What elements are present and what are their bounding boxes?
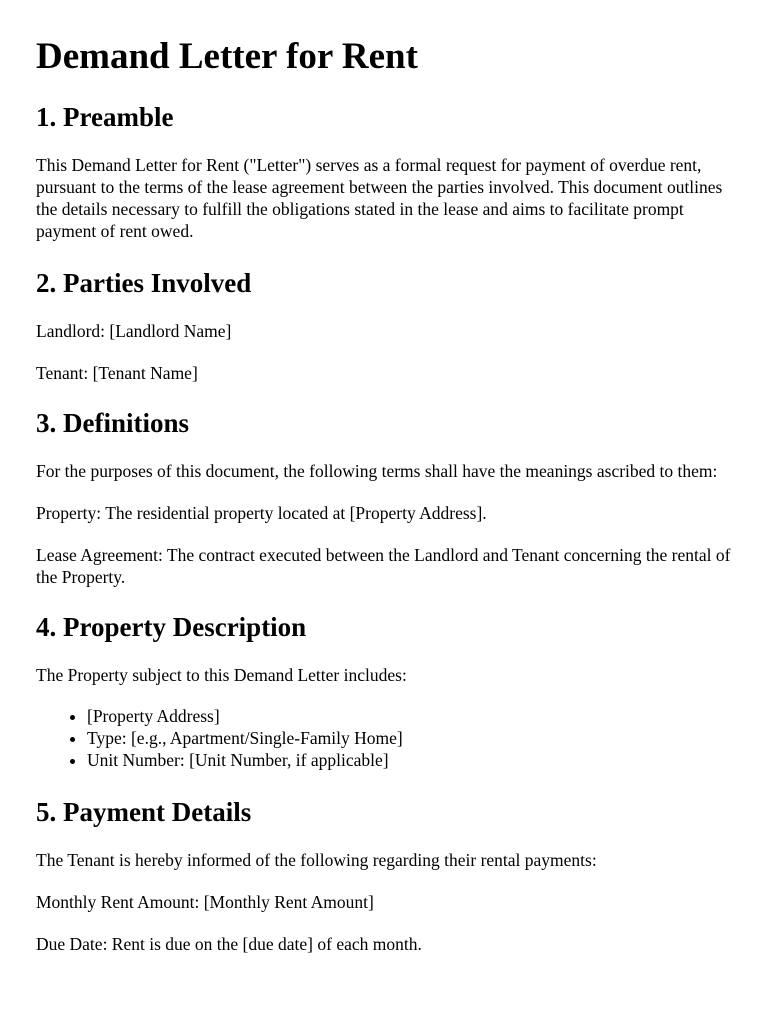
list-item: • Type: [e.g., Apartment/Single-Family Home]	[87, 727, 734, 749]
section-heading-parties: 2. Parties Involved	[36, 268, 252, 298]
list-item: • Unit Number: [Unit Number, if applicable]	[87, 749, 734, 771]
document-title: Demand Letter for Rent	[36, 36, 418, 77]
definitions-intro: For the purposes of this document, the following terms shall have the meanings ascribed to them:	[36, 461, 718, 481]
definition-property: Property: The residential property located at [Property Address].	[36, 503, 487, 523]
section-heading-preamble: 1. Preamble	[36, 102, 174, 132]
definition-lease-agreement: Lease Agreement: The contract executed between the Landlord and Tenant concerning the rental of the Property.	[36, 545, 731, 587]
section-heading-property-description: 4. Property Description	[36, 612, 307, 642]
property-description-intro: The Property subject to this Demand Letter includes:	[36, 665, 407, 685]
payment-details-intro: The Tenant is hereby informed of the following regarding their rental payments:	[36, 850, 597, 870]
section-heading-payment-details: 5. Payment Details	[36, 797, 252, 827]
property-details-list	[36, 705, 734, 771]
due-date-line: Due Date: Rent is due on the [due date] of each month.	[36, 934, 422, 954]
monthly-rent-line: Monthly Rent Amount: [Monthly Rent Amount]	[36, 892, 374, 912]
preamble-paragraph: This Demand Letter for Rent ("Letter") serves as a formal request for payment of overdue rent, pursuant to the terms of the lease agreement between the parties involved. This document outlines the details necessary to fulfill the obligations stated in the lease and aims to facilitate prompt payment of rent owed.	[36, 155, 723, 241]
section-heading-definitions: 3. Definitions	[36, 408, 190, 438]
tenant-line: Tenant: [Tenant Name]	[36, 363, 198, 383]
landlord-line: Landlord: [Landlord Name]	[36, 321, 232, 341]
list-item: • [Property Address]	[87, 705, 734, 727]
